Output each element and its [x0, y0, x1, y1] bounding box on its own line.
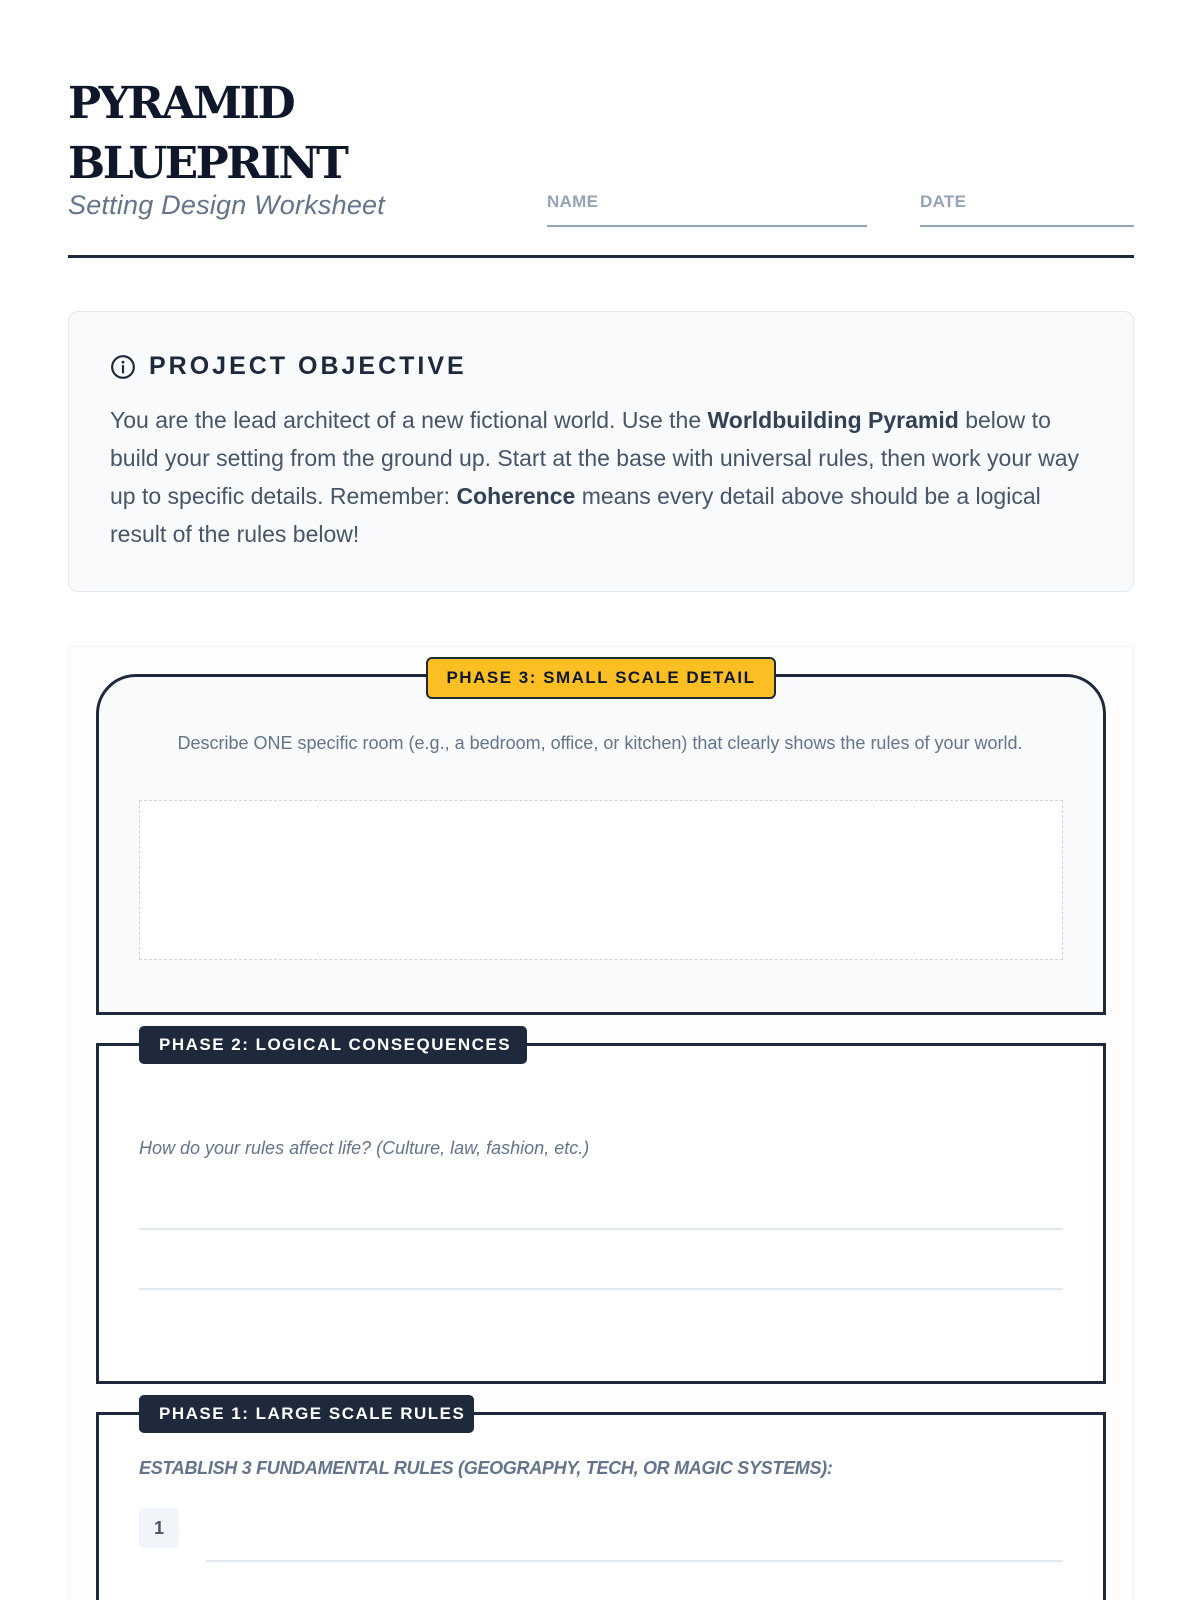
- project-objective-box: [68, 311, 1134, 592]
- objective-heading-text: PROJECT OBJECTIVE: [149, 352, 467, 380]
- date-label: DATE: [920, 192, 967, 211]
- phase1-instruction: ESTABLISH 3 FUNDAMENTAL RULES (GEOGRAPHY, TECH, OR MAGIC SYSTEMS):: [139, 1458, 833, 1478]
- date-field[interactable]: [920, 192, 1134, 227]
- phase2-answer-line[interactable]: [139, 1288, 1063, 1290]
- title-line-1: PYRAMID: [68, 78, 294, 129]
- phase1-tag: PHASE 1: LARGE SCALE RULES: [139, 1395, 474, 1433]
- objective-text: [110, 401, 1100, 553]
- objective-text-part: You are the lead architect of a new fictional world. Use the: [110, 407, 708, 433]
- phase3-answer-box[interactable]: [139, 800, 1063, 960]
- phase2-section: [96, 1043, 1106, 1384]
- page-title: [68, 74, 346, 194]
- objective-bold-term: Worldbuilding Pyramid: [707, 407, 959, 433]
- page-subtitle: Setting Design Worksheet: [68, 190, 385, 220]
- objective-text-part: means every detail above should be a logical result of the rules below!: [110, 483, 1041, 547]
- phase2-tag: PHASE 2: LOGICAL CONSEQUENCES: [139, 1026, 527, 1064]
- name-label: NAME: [547, 192, 599, 211]
- rule-answer-line[interactable]: [206, 1560, 1063, 1562]
- phase2-answer-line[interactable]: [139, 1228, 1063, 1230]
- phase2-prompt: How do your rules affect life? (Culture, law, fashion, etc.): [139, 1138, 590, 1158]
- rule-number-badge: 1: [139, 1508, 179, 1548]
- name-field[interactable]: [547, 192, 867, 227]
- objective-bold-term: Coherence: [456, 483, 576, 509]
- title-line-2: BLUEPRINT: [68, 138, 347, 189]
- phase3-instruction: Describe ONE specific room (e.g., a bedroom, office, or kitchen) that clearly shows the rules of your world.: [177, 733, 1023, 753]
- phase3-tag: PHASE 3: SMALL SCALE DETAIL: [426, 657, 776, 699]
- objective-text-part: below to build your setting from the ground up. Start at the base with universal rules, then work your way up to specific details. Remember:: [110, 407, 1080, 509]
- phase1-section: [96, 1412, 1106, 1600]
- worksheet-header: [68, 70, 1134, 258]
- objective-heading: [110, 352, 467, 381]
- info-icon: [110, 354, 136, 380]
